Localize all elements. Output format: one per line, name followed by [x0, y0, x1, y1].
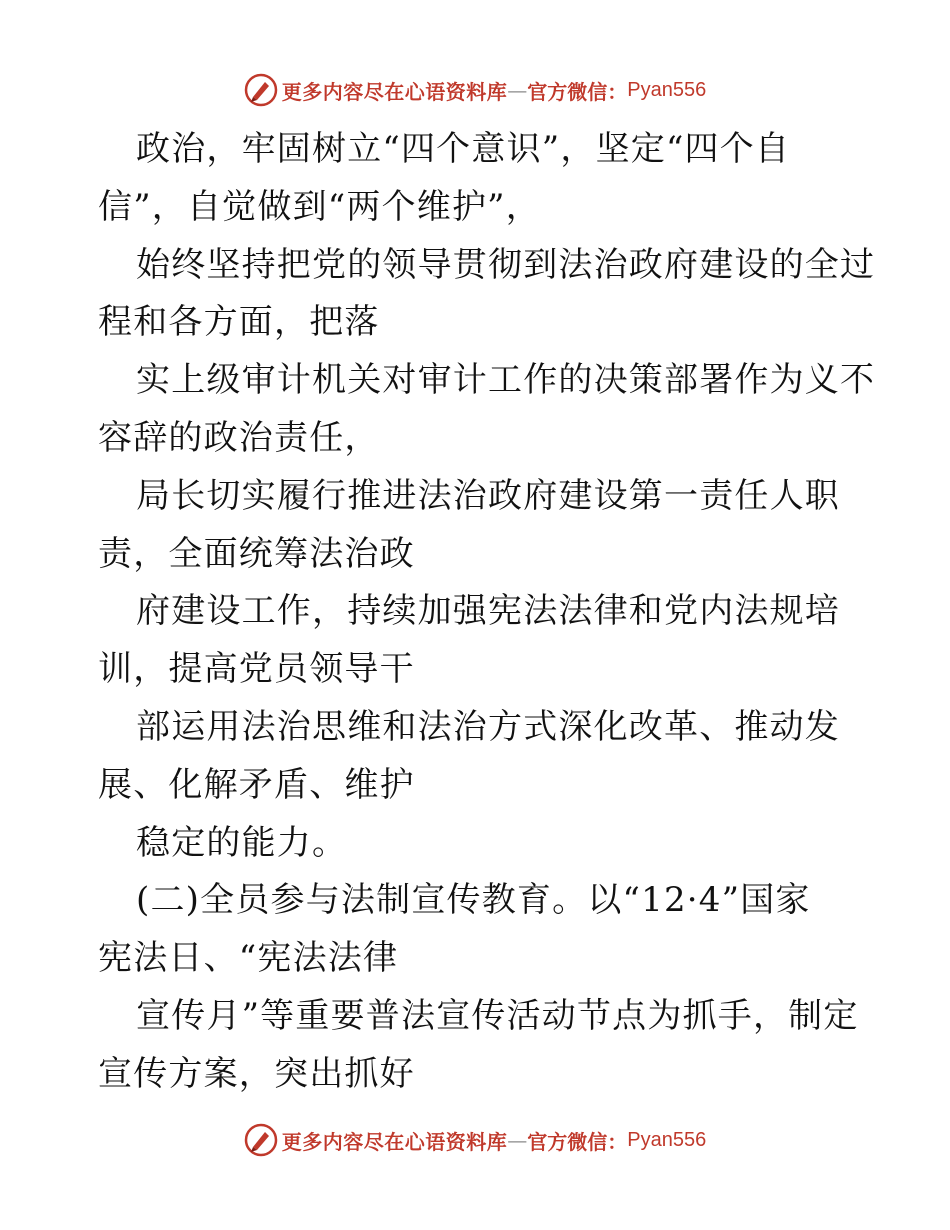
watermark-wechat-id: Pyan556	[627, 1128, 707, 1151]
document-body	[98, 121, 876, 1104]
header-watermark	[0, 72, 950, 108]
footer-watermark	[0, 1122, 950, 1158]
pen-logo-icon	[244, 73, 278, 107]
text-line: 责，全面统筹法治政	[98, 533, 415, 574]
text-line: 始终坚持把党的领导贯彻到法治政府建设的全过	[136, 244, 876, 285]
watermark-brand-text: 更多内容尽在心语资料库	[281, 79, 508, 104]
text-line: 实上级审计机关对审计工作的决策部署作为义不	[136, 360, 876, 401]
watermark-wechat-id: Pyan556	[627, 78, 707, 101]
text-line: 训，提高党员领导干	[98, 649, 415, 690]
text-line: 政治，牢固树立“四个意识”，坚定“四个自	[136, 129, 791, 169]
text-line: 稳定的能力。	[136, 822, 348, 863]
pen-logo-icon	[244, 1123, 278, 1157]
text-line: 信”，自觉做到“两个维护”，	[98, 186, 541, 227]
text-line: 容辞的政治责任，	[98, 417, 380, 458]
watermark-brand-text: 更多内容尽在心语资料库	[281, 1129, 508, 1154]
watermark-separator: —	[507, 78, 528, 102]
text-line: 宣传方案，突出抓好	[98, 1053, 415, 1094]
watermark-separator: —	[507, 1128, 528, 1152]
text-line: 宪法日、“宪法法律	[98, 938, 399, 979]
text-line: 局长切实履行推进法治政府建设第一责任人职	[136, 475, 840, 516]
watermark-official-label: 官方微信：	[527, 1129, 628, 1154]
text-line: 程和各方面，把落	[98, 302, 380, 343]
text-line: 宣传月”等重要普法宣传活动节点为抓手，制定	[136, 995, 859, 1036]
watermark-official-label: 官方微信：	[527, 79, 628, 104]
text-line: 展、化解矛盾、维护	[98, 764, 415, 805]
text-line: (二)全员参与法制宣传教育。以“12·4”国家	[136, 880, 811, 921]
text-line: 部运用法治思维和法治方式深化改革、推动发	[136, 706, 840, 747]
text-line: 府建设工作，持续加强宪法法律和党内法规培	[136, 591, 840, 632]
